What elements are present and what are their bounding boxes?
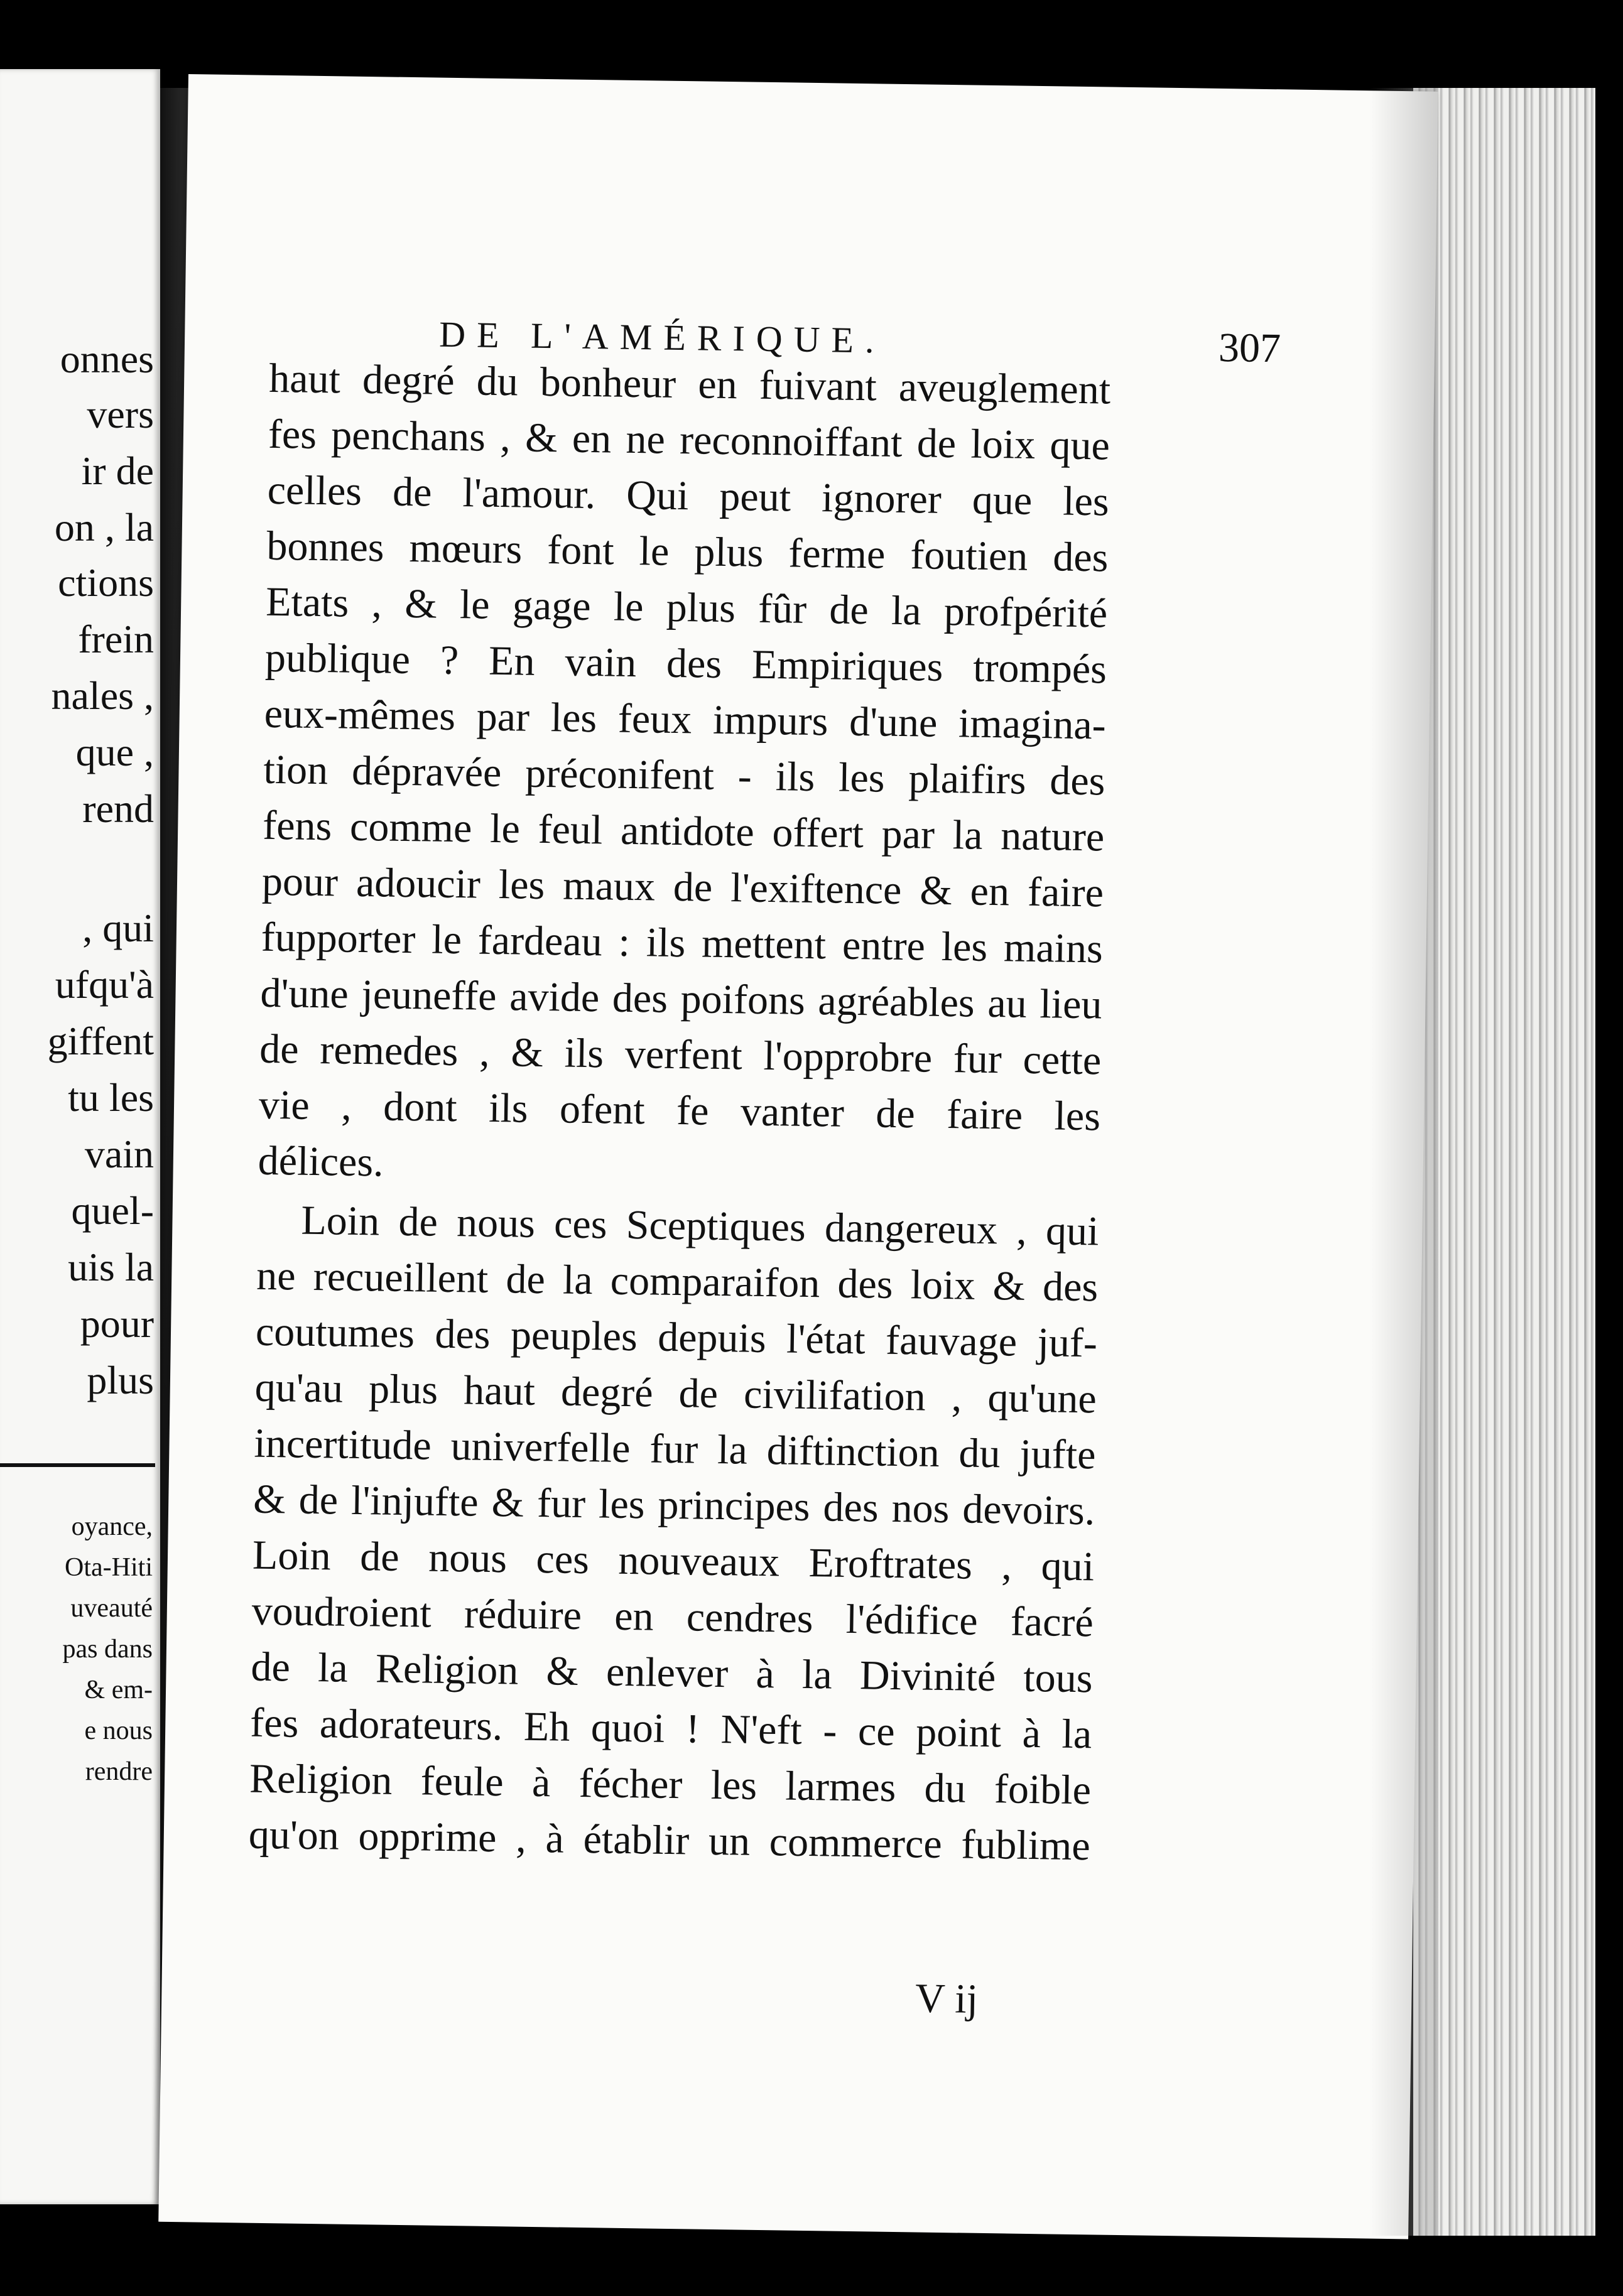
left-page-line: tu les: [68, 1075, 154, 1120]
text-line: qu'au plus haut degré de civilifation , qu'une: [254, 1364, 1097, 1422]
text-line: voudroient réduire en cendres l'édifice facré: [251, 1588, 1094, 1646]
left-page-line: vers: [87, 392, 154, 436]
left-page-line: on , la: [54, 505, 154, 550]
text-line: incertitude univerfelle fur la diftinction du jufte: [254, 1420, 1096, 1478]
text-line: celles de l'amour. Qui peut ignorer que les: [267, 467, 1110, 525]
text-line: de remedes , & ils verfent l'opprobre fur cette: [259, 1026, 1102, 1084]
left-page-line: ctions: [58, 560, 154, 605]
page-edges: [1413, 88, 1595, 2236]
left-footnote-line: oyance,: [71, 1512, 153, 1541]
text-line: & de l'injufte & fur les principes des nos devoirs.: [252, 1476, 1095, 1534]
left-page-line: , qui: [82, 906, 154, 950]
left-page-line: plus: [87, 1358, 154, 1402]
text-line: ne recueillent de la comparaifon des loix & des: [256, 1252, 1099, 1311]
footnote-rule: [0, 1463, 155, 1467]
page-curl-shadow: [1369, 88, 1438, 2236]
left-page-line: onnes: [60, 337, 154, 381]
page-number: 307: [1218, 324, 1281, 372]
text-line: de la Religion & enlever à la Divinité tous: [251, 1643, 1093, 1702]
text-line: Etats , & le gage le plus fûr de la profpérité: [265, 578, 1108, 637]
left-page-line: nales ,: [51, 673, 154, 718]
left-page-line: pour: [80, 1301, 154, 1346]
text-line: d'une jeuneffe avide des poifons agréables au lieu: [260, 970, 1102, 1028]
text-line: Loin de nous ces nouveaux Eroftrates , qui: [252, 1532, 1095, 1590]
left-page-line: uis la: [68, 1245, 154, 1289]
text-line: fes adorateurs. Eh quoi ! N'eft - ce point à la: [249, 1699, 1092, 1758]
left-page-line: quel-: [71, 1188, 154, 1233]
left-page-line: frein: [78, 617, 154, 661]
main-page: [158, 74, 1438, 2239]
left-page-line: giffent: [47, 1019, 154, 1063]
signature-mark: V ij: [915, 1975, 979, 2022]
text-line: tion dépravée préconifent - ils les plaifirs des: [263, 746, 1105, 804]
text-line: coutumes des peuples depuis l'état fauvage juf-: [255, 1308, 1098, 1367]
text-line: vie , dont ils ofent fe vanter de faire les: [258, 1081, 1101, 1140]
text-line: eux-mêmes par les feux impurs d'une imagina-: [264, 690, 1107, 749]
text-line: pour adoucir les maux de l'exiftence & en faire: [261, 858, 1104, 916]
text-line: fes penchans , & en ne reconnoiffant de loix que: [268, 411, 1110, 469]
left-page-fragment: [0, 69, 160, 2204]
text-line: qu'on opprime , à établir un commerce fublime: [248, 1811, 1091, 1870]
text-line: bonnes mœurs font le plus ferme foutien des: [266, 523, 1109, 581]
left-page-line: que ,: [75, 730, 154, 774]
left-footnote-line: & em-: [84, 1676, 153, 1704]
text-line: haut degré du bonheur en fuivant aveuglement: [268, 355, 1111, 413]
text-line: Loin de nous ces Sceptiques dangereux , qui: [301, 1197, 1099, 1255]
text-line: publique ? En vain des Empiriques trompés: [264, 634, 1107, 693]
text-line: délices.: [258, 1137, 384, 1186]
left-page-line: vain: [84, 1132, 154, 1176]
text-line: fens comme le feul antidote offert par la nature: [262, 802, 1105, 860]
running-head-title: DE L'AMÉRIQUE.: [438, 313, 886, 361]
text-line: fupporter le fardeau : ils mettent entre les mains: [261, 914, 1104, 972]
left-footnote-line: uveauté: [70, 1594, 153, 1623]
left-footnote-line: pas dans: [62, 1635, 153, 1664]
left-footnote-line: rendre: [85, 1757, 153, 1786]
left-page-line: ufqu'à: [55, 962, 154, 1007]
text-line: Religion feule à fécher les larmes du foible: [249, 1755, 1092, 1814]
left-footnote-line: e nous: [84, 1716, 153, 1745]
left-page-line: rend: [82, 786, 154, 831]
left-page-line: ir de: [81, 448, 154, 493]
left-footnote-line: Ota-Hiti: [65, 1553, 153, 1582]
